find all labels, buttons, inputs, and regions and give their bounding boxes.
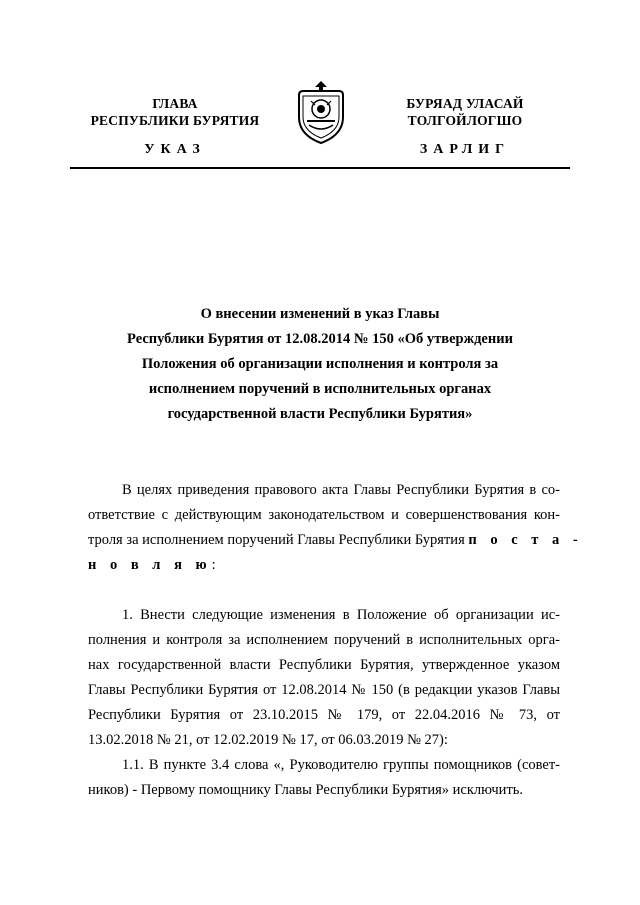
title-line: государственной власти Республики Бурятия»: [167, 406, 473, 422]
title-line: Республики Бурятия от 12.08.2014 № 150 «Об утверждении: [127, 331, 513, 347]
preamble-line: троля за исполнением поручений Главы Республики Бурятия: [88, 532, 465, 548]
item-1-line: Главы Республики Бурятия от 12.08.2014 № 150 (в редакции указов Главы: [88, 682, 560, 698]
decree-word-part1: п о с т а -: [468, 532, 583, 548]
item-1-1-line: ников) - Первому помощнику Главы Республики Бурятия» исключить.: [88, 782, 524, 798]
item-1-1-paragraph: [88, 753, 560, 803]
header-left-line1: ГЛАВА: [152, 96, 198, 111]
preamble-line: В целях приведения правового акта Главы Республики Бурятия в со-: [122, 482, 560, 498]
item-1-line: Республики Бурятия от 23.10.2015 № 179, от 22.04.2016 № 73, от: [88, 707, 560, 723]
decree-line: [88, 553, 560, 578]
document-title: [90, 302, 550, 427]
item-1-1-line: 1.1. В пункте 3.4 слова «, Руководителю группы помощников (совет-: [122, 757, 560, 773]
title-line: О внесении изменений в указ Главы: [200, 306, 440, 322]
item-1-line: 13.02.2018 № 21, от 12.02.2019 № 17, от 06.03.2019 № 27):: [88, 732, 448, 748]
preamble-line-with-decree: [88, 528, 583, 553]
preamble-paragraph: [88, 478, 583, 578]
item-1-paragraph: [88, 603, 560, 753]
item-1-line: 1. Внести следующие изменения в Положение об организации ис-: [122, 607, 560, 623]
item-1-line: нах государственной власти Республики Бурятия, утвержденное указом: [88, 657, 560, 673]
decree-word-part2: н о в л я ю: [88, 557, 212, 573]
doc-type-left: УКАЗ: [144, 142, 206, 157]
coat-of-arms-icon: [293, 77, 349, 147]
decree-colon: :: [211, 557, 216, 573]
title-line: Положения об организации исполнения и контроля за: [141, 356, 499, 372]
header-left-line2: РЕСПУБЛИКИ БУРЯТИЯ: [90, 113, 260, 128]
title-line: исполнением поручений в исполнительных органах: [148, 381, 492, 397]
preamble-line: ответствие с действующим законодательством и совершенствования кон-: [88, 507, 560, 523]
header-right: [360, 95, 570, 129]
header-divider: [70, 167, 570, 169]
header-right-line2: ТОЛГОЙЛОГШО: [407, 113, 523, 128]
header-left: [70, 95, 280, 129]
header-right-line1: БУРЯАД УЛАСАЙ: [406, 96, 524, 111]
item-1-line: полнения и контроля за исполнением поручений в исполнительных орга-: [88, 632, 560, 648]
doc-type-right: ЗАРЛИГ: [419, 142, 511, 157]
